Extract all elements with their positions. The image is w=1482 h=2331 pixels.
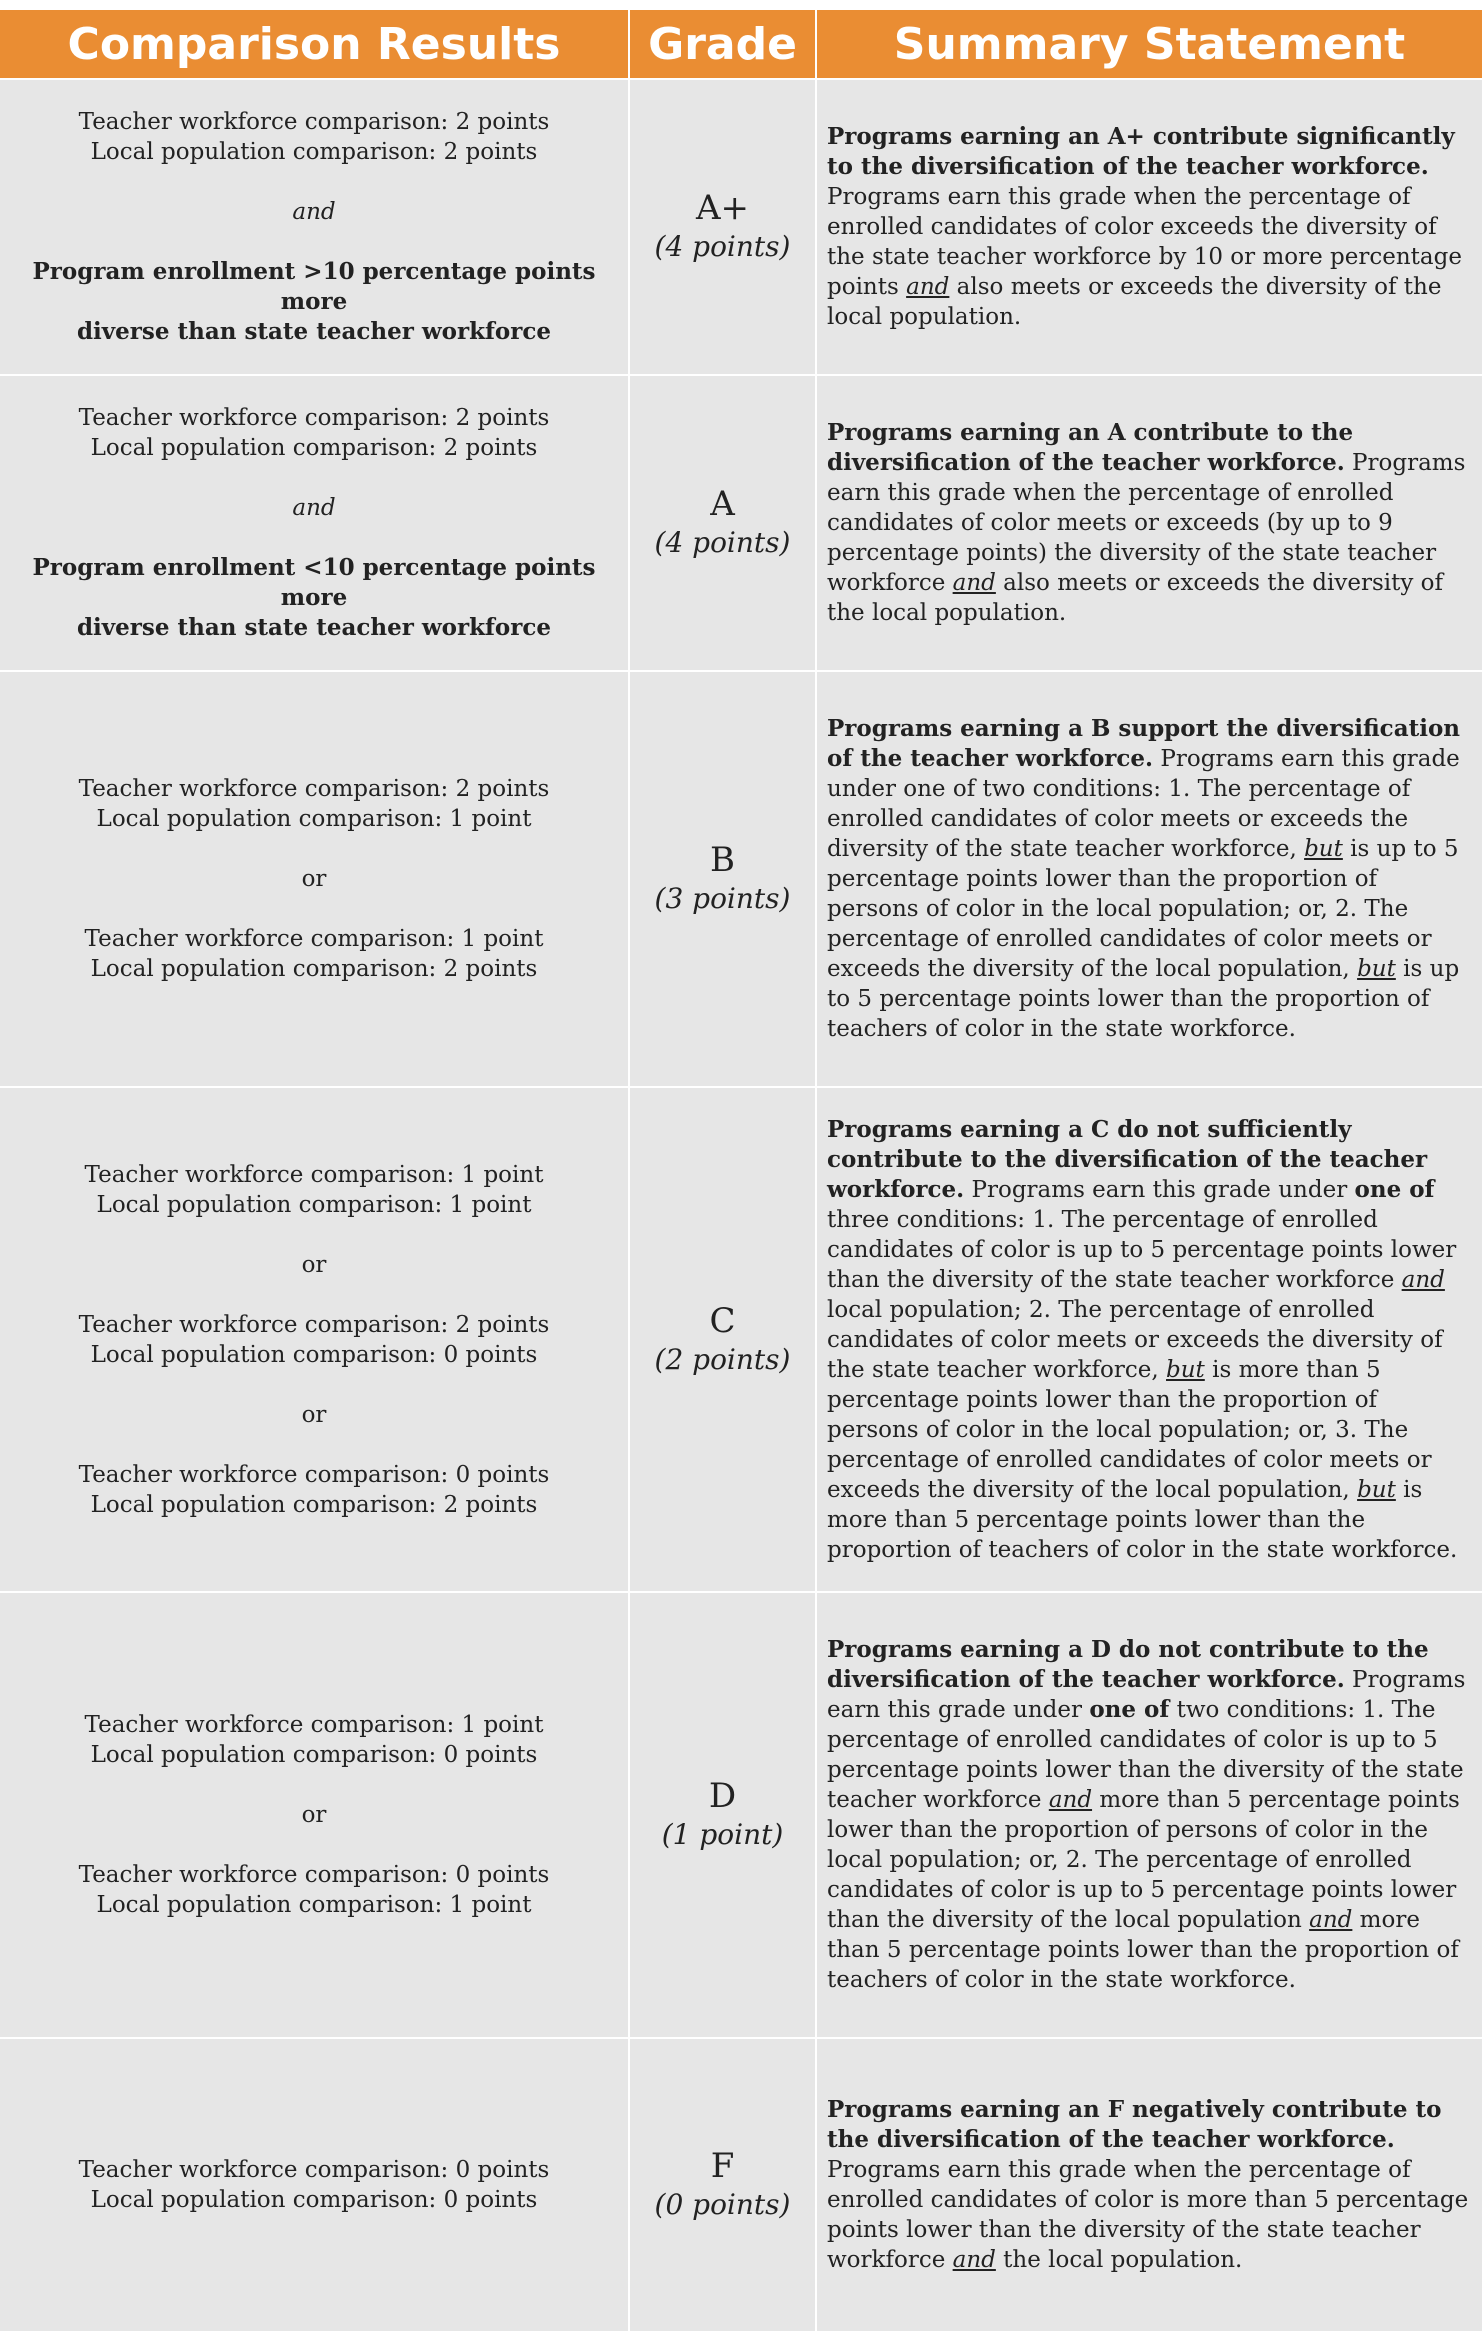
teacher-comparison: Teacher workforce comparison: 1 point (84, 926, 544, 952)
summary-emphasis: but (1166, 1356, 1205, 1383)
summary-cell (816, 2038, 1482, 2331)
summary-emphasis: but (1357, 1476, 1396, 1503)
summary-emphasis: and (1401, 1266, 1445, 1293)
summary-text: also meets or exceeds the diversity of the local population. (827, 570, 1444, 626)
table-row-a-plus (0, 79, 1482, 375)
table-row-d (0, 1592, 1482, 2038)
local-comparison: Local population comparison: 2 points (90, 1491, 538, 1518)
connector-text: or (301, 1251, 327, 1278)
summary-text: Programs earn this grade under (964, 1176, 1355, 1203)
table-row-b (0, 671, 1482, 1087)
grade-letter: A+ (695, 188, 750, 228)
local-comparison: Local population comparison: 0 points (90, 1341, 538, 1368)
teacher-comparison: Teacher workforce comparison: 2 points (78, 109, 550, 135)
local-comparison: Local population comparison: 2 points (90, 139, 538, 165)
enrollment-note-line1: Program enrollment <10 percentage points more (32, 554, 596, 611)
summary-bold-phrase: one of (1354, 1175, 1435, 1203)
header-comparison-results: Comparison Results (0, 10, 629, 79)
connector-text: and (292, 495, 336, 521)
grade-cell (629, 2038, 816, 2331)
grade-cell (629, 1592, 816, 2038)
summary-text: more than 5 percentage points lower than the proportion of persons of color in the local population; or, 2. The percentage of enrolled candidates of color is up to 5 percentage points lower than the diversity of the local population (827, 1787, 1460, 1933)
grade-cell (629, 1087, 816, 1592)
teacher-comparison: Teacher workforce comparison: 2 points (78, 776, 550, 802)
grade-points: (3 points) (654, 882, 791, 915)
summary-text: is up to 5 percentage points lower than the proportion of teachers of color in the state workforce. (827, 956, 1460, 1042)
comparison-cell (0, 1087, 629, 1592)
enrollment-note-line2: diverse than state teacher workforce (76, 614, 552, 641)
comparison-cell (0, 1592, 629, 2038)
connector-text: or (301, 1802, 327, 1828)
summary-cell (816, 1087, 1482, 1592)
summary-text: more than 5 percentage points lower than the proportion of teachers of color in the state workforce. (827, 1907, 1459, 1993)
summary-text: Programs earn this grade under (827, 1667, 1466, 1723)
teacher-comparison: Teacher workforce comparison: 0 points (78, 2157, 550, 2183)
connector-text: or (301, 1401, 327, 1428)
summary-text: Programs earn this grade when the percentage of enrolled candidates of color is more than 5 percentage points lower than the diversity of the state teacher workforce (827, 2157, 1469, 2273)
summary-text: also meets or exceeds the diversity of the local population. (827, 274, 1442, 330)
grade-cell (629, 375, 816, 671)
summary-emphasis: but (1357, 956, 1396, 982)
grade-points: (1 point) (661, 1818, 784, 1851)
summary-emphasis: and (952, 570, 996, 596)
table-row-c (0, 1087, 1482, 1592)
grade-cell (629, 671, 816, 1087)
local-comparison: Local population comparison: 0 points (90, 1742, 538, 1768)
summary-text: is more than 5 percentage points lower than the proportion of persons of color in the local population; or, 3. The percentage of enrolled candidates of color meets or exceeds the diversity of the local population, (827, 1356, 1432, 1503)
teacher-comparison: Teacher workforce comparison: 1 point (84, 1161, 544, 1188)
summary-lead: Programs earning an A contribute to the diversification of the teacher workforce. (827, 419, 1354, 476)
summary-emphasis: and (952, 2247, 996, 2273)
grade-letter: D (708, 1776, 737, 1816)
summary-emphasis: and (1309, 1907, 1353, 1933)
connector-text: or (301, 866, 327, 892)
summary-text: is more than 5 percentage points lower than the proportion of teachers of color in the state workforce. (827, 1476, 1458, 1563)
comparison-cell (0, 2038, 629, 2331)
summary-lead: Programs earning an F negatively contribute to the diversification of the teacher workforce. (827, 2096, 1442, 2153)
summary-text: three conditions: 1. The percentage of enrolled candidates of color is up to 5 percentage points lower than the diversity of the state teacher workforce (827, 1206, 1457, 1293)
teacher-comparison: Teacher workforce comparison: 1 point (84, 1712, 544, 1738)
summary-lead: Programs earning an A+ contribute significantly to the diversification of the teacher workforce. (827, 123, 1455, 180)
header-summary-statement: Summary Statement (816, 10, 1482, 79)
connector-text: and (292, 199, 336, 225)
summary-emphasis: and (906, 274, 950, 300)
summary-bold-phrase: one of (1089, 1696, 1170, 1723)
grading-table (0, 10, 1482, 2331)
summary-text: Programs earn this grade under one of two conditions: 1. The percentage of enrolled candidates of color meets or exceeds the diversity of the state teacher workforce, (827, 746, 1460, 862)
enrollment-note-line2: diverse than state teacher workforce (76, 318, 552, 345)
summary-lead: Programs earning a B support the diversification of the teacher workforce. (827, 715, 1461, 772)
summary-lead: Programs earning a D do not contribute to the diversification of the teacher workforce. (827, 1636, 1429, 1693)
grade-points: (2 points) (654, 1342, 791, 1376)
enrollment-note-line1: Program enrollment >10 percentage points more (32, 258, 596, 315)
summary-text: the local population. (995, 2247, 1243, 2273)
teacher-comparison: Teacher workforce comparison: 2 points (78, 1311, 550, 1338)
grade-points: (4 points) (654, 230, 791, 263)
teacher-comparison: Teacher workforce comparison: 0 points (78, 1461, 550, 1488)
grade-cell (629, 79, 816, 375)
comparison-cell (0, 375, 629, 671)
summary-text: Programs earn this grade when the percentage of enrolled candidates of color meets or exceeds (by up to 9 percentage points) the diversity of the state teacher workforce (827, 450, 1466, 596)
summary-lead: Programs earning a C do not sufficiently contribute to the diversification of the teacher workforce. (827, 1115, 1428, 1203)
summary-text: local population; 2. The percentage of enrolled candidates of color meets or exceeds the diversity of the state teacher workforce, (827, 1296, 1443, 1383)
header-grade: Grade (629, 10, 816, 79)
table-row-a (0, 375, 1482, 671)
local-comparison: Local population comparison: 0 points (90, 2187, 538, 2213)
summary-text: is up to 5 percentage points lower than the proportion of persons of color in the local population; or, 2. The percentage of enrolled candidates of color meets or exceeds the diversity of the local population, (827, 836, 1459, 982)
summary-cell (816, 1592, 1482, 2038)
summary-text: two conditions: 1. The percentage of enrolled candidates of color is up to 5 percentage points lower than the diversity of the state teacher workforce (827, 1697, 1464, 1813)
grade-letter: B (710, 840, 735, 880)
grade-points: (0 points) (654, 2188, 791, 2221)
local-comparison: Local population comparison: 2 points (90, 956, 538, 982)
grade-points: (4 points) (654, 526, 791, 559)
teacher-comparison: Teacher workforce comparison: 2 points (78, 405, 550, 431)
summary-cell (816, 671, 1482, 1087)
grade-letter: C (709, 1300, 736, 1341)
local-comparison: Local population comparison: 1 point (96, 1892, 532, 1918)
comparison-cell (0, 671, 629, 1087)
teacher-comparison: Teacher workforce comparison: 0 points (78, 1862, 550, 1888)
grade-letter: F (710, 2146, 735, 2186)
comparison-cell (0, 79, 629, 375)
header-row (0, 10, 1482, 79)
grade-letter: A (710, 484, 735, 524)
local-comparison: Local population comparison: 1 point (96, 1191, 532, 1218)
summary-emphasis: and (1048, 1787, 1093, 1813)
local-comparison: Local population comparison: 2 points (90, 435, 538, 461)
summary-cell (816, 79, 1482, 375)
summary-cell (816, 375, 1482, 671)
summary-emphasis: but (1304, 836, 1343, 862)
local-comparison: Local population comparison: 1 point (96, 806, 532, 832)
table-row-f (0, 2038, 1482, 2331)
summary-text: Programs earn this grade when the percentage of enrolled candidates of color exceeds the diversity of the state teacher workforce by 10 or more percentage points (827, 184, 1462, 300)
